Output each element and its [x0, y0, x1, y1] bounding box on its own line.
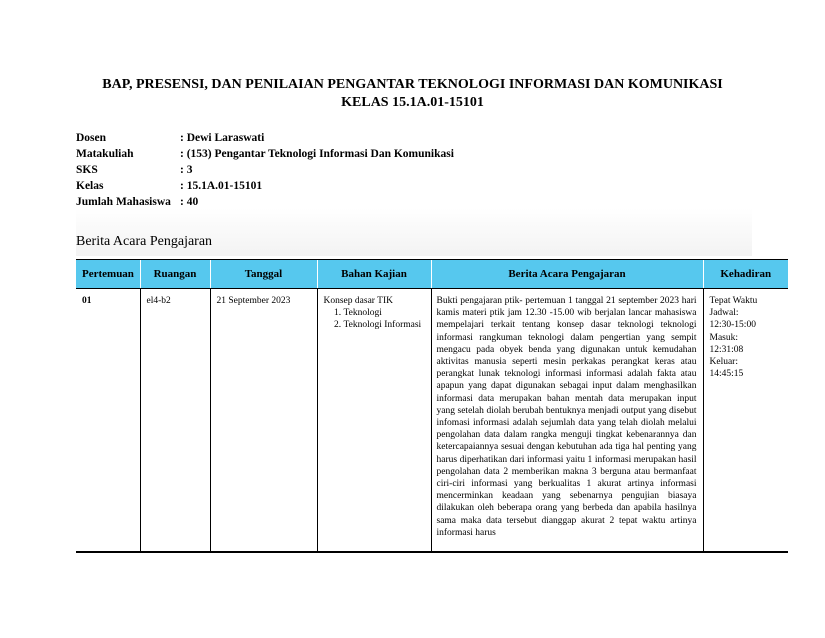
column-header-berita-acara: Berita Acara Pengajaran: [431, 260, 703, 289]
cell-kehadiran: [703, 289, 788, 553]
column-header-kehadiran: Kehadiran: [703, 260, 788, 289]
cell-ruangan: el4-b2: [140, 289, 210, 553]
cell-bahan-kajian: [317, 289, 431, 553]
column-header-bahan-kajian: Bahan Kajian: [317, 260, 431, 289]
info-row-matakuliah: [76, 146, 454, 162]
list-item: 1. Teknologi: [344, 307, 425, 319]
info-label: Dosen: [76, 132, 107, 144]
kehadiran-masuk-value: 12:31:08: [709, 344, 744, 355]
course-info: [76, 130, 454, 210]
kehadiran-jadwal-label: Jadwal:: [709, 308, 739, 319]
table-header-row: [76, 260, 788, 289]
info-row-dosen: [76, 130, 454, 146]
info-label: SKS: [76, 164, 98, 176]
cell-berita-acara: Bukti pengajaran ptik- pertemuan 1 tanggal 21 september 2023 hari kamis materi ptik jam 12.30 -15.00 wib berjalan lancar mahasiswa mempelajari terkait tentang konsep dasar teknologi teknologi informasi rangkuman teknologi dalam pengertian yang sempit mengacu pada obyek benda yang digunakan untuk kemudahan aktivitas manusia seperti mesin perkakas perangkat keras atau perangkat lunak teknologi informasi informasi adalah fakta atau apapun yang dapat digunakan sebagai input dalam menghasilkan informasi data merupakan bahan mentah data merupakan input yang setelah diolah berubah bentuknya menjadi output yang disebut infomasi informasi adalah sejumlah data yang telah diolah melalui pengolahan data dalam rangka menguji tingkat kebenarannya dan ketercapaiannya sesuai dengan kebutuhan ada tiga hal penting yang harus diperhatikan dari informasi yaitu 1 informasi merupakan hasil pengolahan data 2 memberikan makna 3 berguna atau bermanfaat ciri-ciri informasi yang berkualitas 1 akurat artinya informasi mencerminkan keadaan yang sebenarnya pengujian biasaya dilakukan oleh beberapa orang yang berbeda dan apabila hasilnya sama maka data tersebut dianggap akurat 2 tepat waktu artinya informasi harus: [431, 289, 703, 553]
kehadiran-keluar-label: Keluar:: [709, 357, 738, 368]
bahan-intro: Konsep dasar TIK: [323, 296, 393, 306]
section-title: Berita Acara Pengajaran: [76, 234, 213, 249]
kehadiran-masuk-label: Masuk:: [709, 332, 738, 343]
document-title: [0, 76, 825, 112]
info-row-kelas: [76, 178, 454, 194]
kehadiran-status: Tepat Waktu: [709, 296, 758, 306]
column-header-ruangan: Ruangan: [140, 260, 210, 289]
info-value: : 40: [180, 196, 199, 208]
info-label: Kelas: [76, 180, 104, 192]
title-line-2: KELAS 15.1A.01-15101: [341, 95, 484, 110]
cell-tanggal: 21 September 2023: [210, 289, 317, 553]
column-header-pertemuan: Pertemuan: [76, 260, 140, 289]
info-value: : (153) Pengantar Teknologi Informasi Dan Komunikasi: [180, 148, 454, 160]
title-line-1: BAP, PRESENSI, DAN PENILAIAN PENGANTAR TEKNOLOGI INFORMASI DAN KOMUNIKASI: [102, 77, 723, 92]
info-value: : 3: [180, 164, 193, 176]
cell-pertemuan: 01: [76, 289, 140, 553]
kehadiran-keluar-value: 14:45:15: [709, 369, 744, 380]
kehadiran-jadwal-value: 12:30-15:00: [709, 320, 756, 331]
info-value: : 15.1A.01-15101: [180, 180, 263, 192]
teaching-record-table: [76, 259, 788, 553]
bahan-list: [324, 307, 425, 331]
info-row-sks: [76, 162, 454, 178]
info-label: Jumlah Mahasiswa: [76, 196, 171, 208]
column-header-tanggal: Tanggal: [210, 260, 317, 289]
info-value: : Dewi Laraswati: [180, 132, 265, 144]
table-row: [76, 289, 788, 553]
info-label: Matakuliah: [76, 148, 134, 160]
list-item: 2. Teknologi Informasi: [344, 319, 425, 331]
